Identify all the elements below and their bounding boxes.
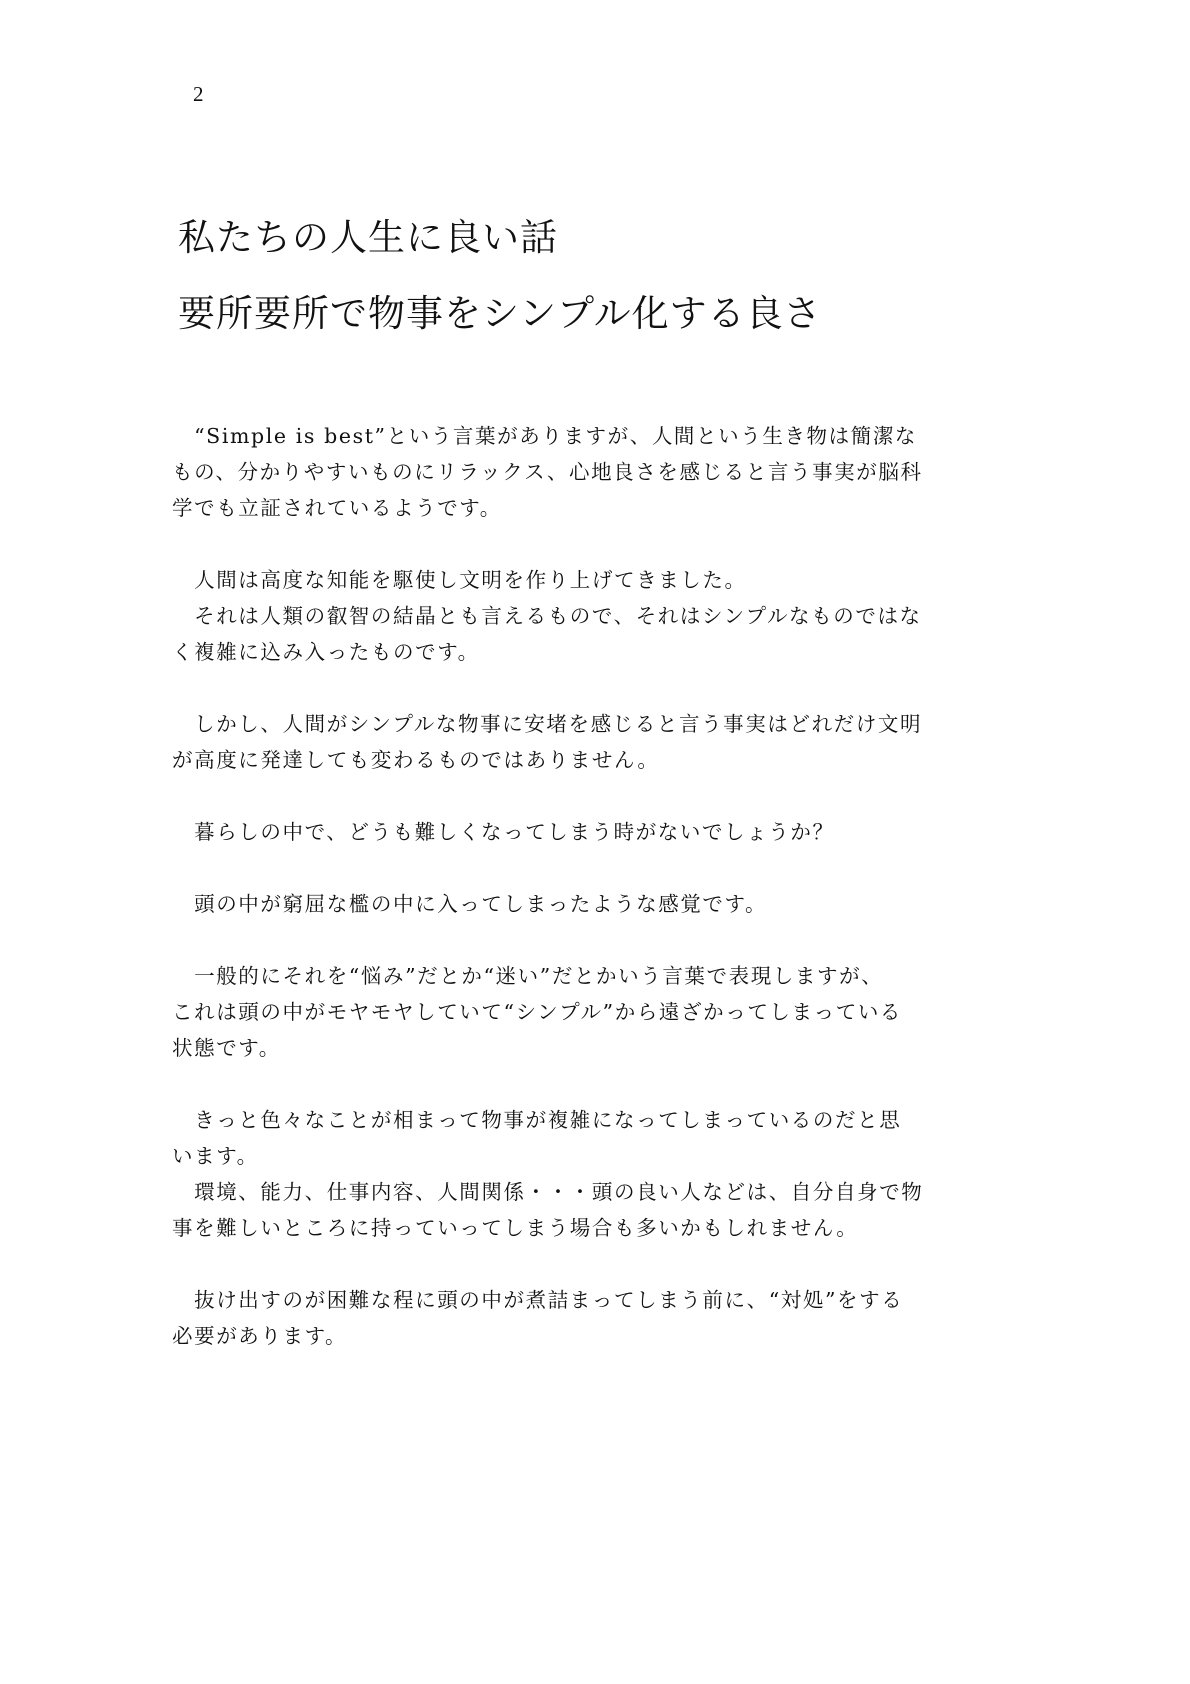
text-line: 必要があります。 — [172, 1324, 348, 1348]
paragraph-gap — [172, 778, 1032, 814]
paragraph-civilization — [172, 562, 1032, 670]
page-number: 2 — [193, 82, 204, 106]
paragraph-however — [172, 706, 1032, 778]
text-line: きっと色々なことが相まって物事が複雑になってしまっているのだと思 — [172, 1108, 902, 1132]
paragraph-gap — [172, 526, 1032, 562]
text-line: 状態です。 — [172, 1036, 281, 1060]
paragraph-countermeasure — [172, 1282, 1032, 1354]
body-text — [172, 418, 1032, 1354]
text-line: それは人類の叡智の結晶とも言えるもので、それはシンプルなものではな — [172, 604, 922, 628]
text-line: しかし、人間がシンプルな物事に安堵を感じると言う事実はどれだけ文明 — [172, 712, 923, 736]
paragraph-gap — [172, 670, 1032, 706]
text-line: 暮らしの中で、どうも難しくなってしまう時がないでしょうか？ — [172, 820, 835, 844]
paragraph-complexity — [172, 1102, 1032, 1246]
text-line: “Simple is best”という言葉がありますが、人間という生き物は簡潔な — [172, 424, 918, 448]
paragraph-simple-is-best — [172, 418, 1032, 526]
paragraph-gap — [172, 922, 1032, 958]
title-line-1: 私たちの人生に良い話 — [178, 216, 558, 259]
text-line: います。 — [172, 1144, 259, 1168]
paragraph-gap — [172, 1066, 1032, 1102]
text-line: く複雑に込み入ったものです。 — [172, 640, 480, 664]
text-line: 人間は高度な知能を駆使し文明を作り上げてきました。 — [172, 568, 747, 592]
text-line: これは頭の中がモヤモヤしていて“シンプル”から遠ざかってしまっている — [172, 1000, 903, 1024]
title-line-2: 要所要所で物事をシンプル化する良さ — [178, 292, 822, 335]
text-line: 事を難しいところに持っていってしまう場合も多いかもしれません。 — [172, 1216, 859, 1240]
paragraph-daily-life — [172, 814, 1032, 850]
text-line: 一般的にそれを“悩み”だとか“迷い”だとかいう言葉で表現しますが、 — [172, 964, 884, 988]
paragraph-gap — [172, 850, 1032, 886]
text-line: 学でも立証されているようです。 — [172, 496, 502, 520]
page-title — [178, 200, 822, 352]
paragraph-cage — [172, 886, 1032, 922]
paragraph-gap — [172, 1246, 1032, 1282]
text-line: 抜け出すのが困難な程に頭の中が煮詰まってしまう前に、“対処”をする — [172, 1288, 904, 1312]
text-line: もの、分かりやすいものにリラックス、心地良さを感じると言う事実が脳科 — [172, 460, 923, 484]
text-line: 頭の中が窮屈な檻の中に入ってしまったような感覚です。 — [172, 892, 768, 916]
text-line: 環境、能力、仕事内容、人間関係・・・頭の良い人などは、自分自身で物 — [172, 1180, 924, 1204]
paragraph-worries — [172, 958, 1032, 1066]
text-line: が高度に発達しても変わるものではありません。 — [172, 748, 660, 772]
